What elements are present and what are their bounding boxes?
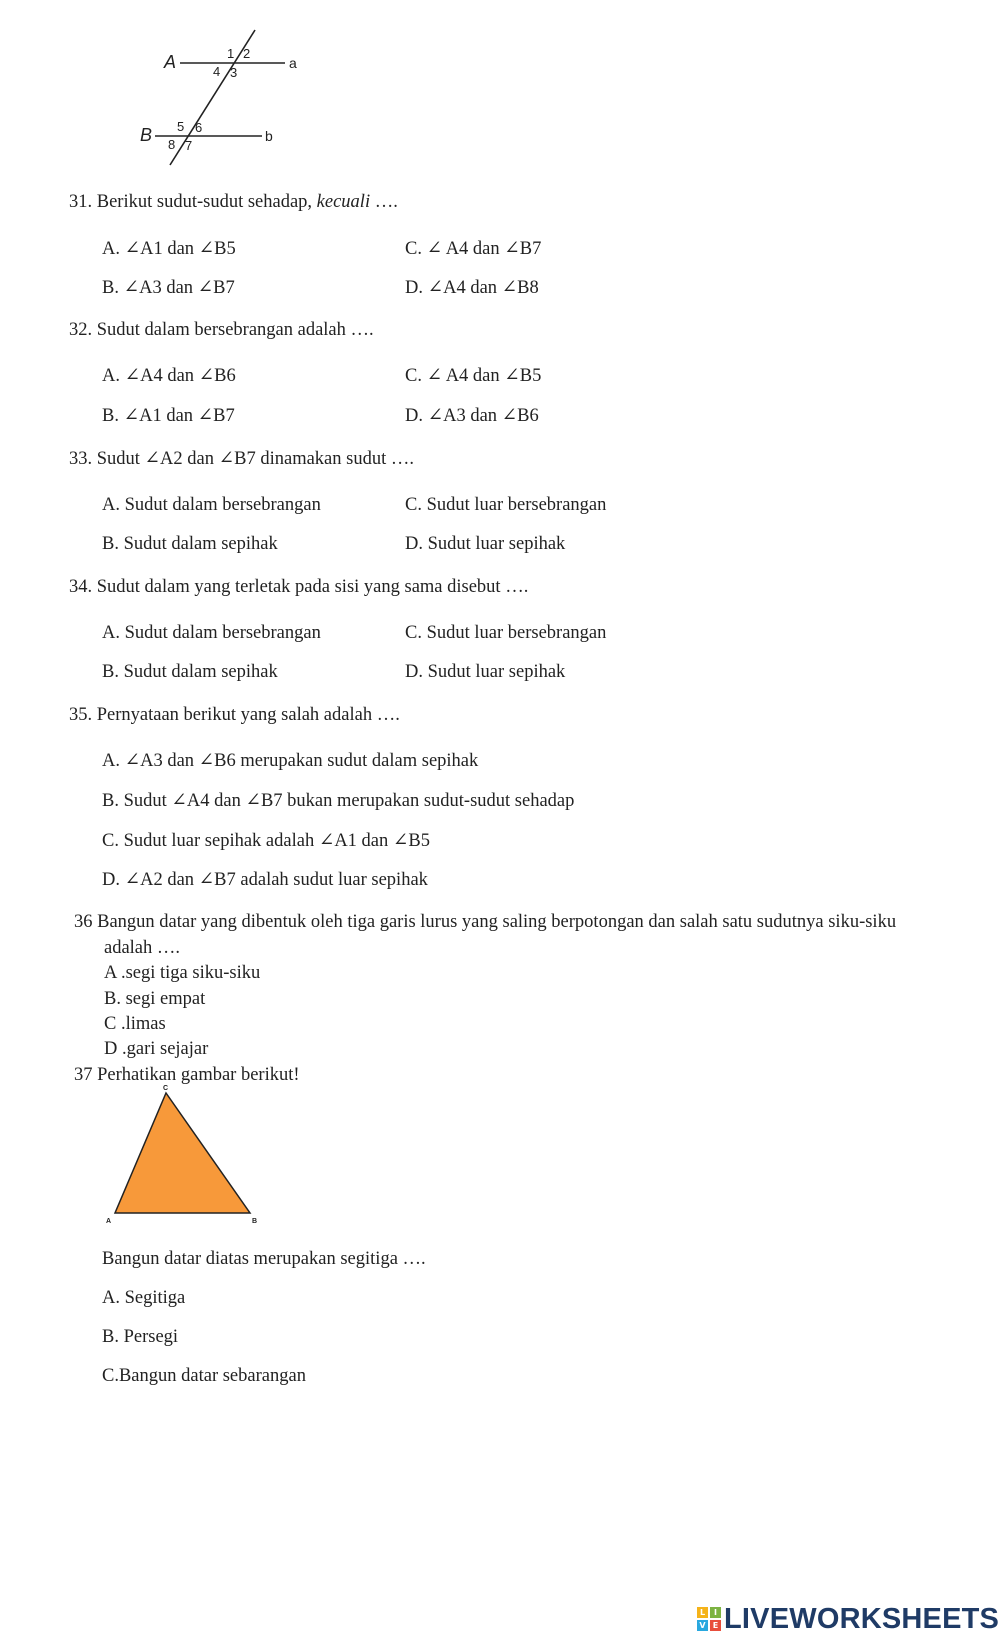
q37-question-text: Bangun datar diatas merupakan segitiga …. bbox=[102, 1249, 426, 1269]
q31-option-a[interactable]: A. ∠A1 dan ∠B5 bbox=[102, 239, 236, 259]
q34-option-c[interactable]: C. Sudut luar bersebrangan bbox=[405, 623, 607, 643]
q37-option-b[interactable]: B. Persegi bbox=[102, 1327, 179, 1347]
angle-label-6: 6 bbox=[195, 120, 203, 135]
question-34-stem: 34. Sudut dalam yang terletak pada sisi yang sama disebut …. bbox=[69, 577, 529, 597]
orange-triangle bbox=[115, 1093, 250, 1213]
q32-option-b[interactable]: B. ∠A1 dan ∠B7 bbox=[102, 406, 235, 426]
q35-option-c[interactable]: C. Sudut luar sepihak adalah ∠A1 dan ∠B5 bbox=[102, 831, 430, 851]
q37-option-a[interactable]: A. Segitiga bbox=[102, 1288, 186, 1308]
question-36-stem-line1: 36 Bangun datar yang dibentuk oleh tiga garis lurus yang saling berpotongan dan salah satu sudutnya siku-siku bbox=[74, 912, 897, 932]
question-37-stem: 37 Perhatikan gambar berikut! bbox=[74, 1065, 300, 1085]
q33-option-a[interactable]: A. Sudut dalam bersebrangan bbox=[102, 495, 321, 515]
logo-block-l: L bbox=[697, 1607, 708, 1618]
q36-option-d[interactable]: D .gari sejajar bbox=[104, 1039, 209, 1059]
logo-block-i: I bbox=[710, 1607, 721, 1618]
q35-option-b[interactable]: B. Sudut ∠A4 dan ∠B7 bukan merupakan sudut-sudut sehadap bbox=[102, 791, 575, 811]
q31-option-d[interactable]: D. ∠A4 dan ∠B8 bbox=[405, 278, 539, 298]
logo-text: LIVEWORKSHEETS bbox=[724, 1602, 1000, 1635]
q31-option-c[interactable]: C. ∠ A4 dan ∠B7 bbox=[405, 239, 542, 259]
q31-stem-text: 31. Berikut sudut-sudut sehadap, bbox=[69, 192, 317, 212]
logo-block-e: E bbox=[710, 1620, 721, 1631]
label-b: b bbox=[265, 128, 273, 144]
q37-option-c[interactable]: C.Bangun datar sebarangan bbox=[102, 1366, 306, 1386]
q31-stem-tail: …. bbox=[370, 192, 398, 212]
triangle-label-C: C bbox=[163, 1085, 169, 1092]
q31-option-b[interactable]: B. ∠A3 dan ∠B7 bbox=[102, 278, 235, 298]
label-a: a bbox=[289, 55, 297, 71]
angle-label-7: 7 bbox=[185, 138, 193, 153]
q35-option-a[interactable]: A. ∠A3 dan ∠B6 merupakan sudut dalam sepihak bbox=[102, 751, 479, 771]
q34-option-a[interactable]: A. Sudut dalam bersebrangan bbox=[102, 623, 321, 643]
question-31-stem bbox=[69, 193, 398, 212]
question-33-stem: 33. Sudut ∠A2 dan ∠B7 dinamakan sudut …. bbox=[69, 449, 414, 469]
q35-option-d[interactable]: D. ∠A2 dan ∠B7 adalah sudut luar sepihak bbox=[102, 870, 428, 890]
parallel-lines-figure bbox=[0, 0, 1000, 180]
q32-option-a[interactable]: A. ∠A4 dan ∠B6 bbox=[102, 366, 236, 386]
angle-label-1: 1 bbox=[227, 46, 235, 61]
question-32-stem: 32. Sudut dalam bersebrangan adalah …. bbox=[69, 320, 374, 340]
triangle-label-A: A bbox=[106, 1218, 112, 1225]
angle-label-8: 8 bbox=[168, 137, 176, 152]
angle-label-3: 3 bbox=[230, 65, 238, 80]
q32-option-c[interactable]: C. ∠ A4 dan ∠B5 bbox=[405, 366, 542, 386]
q33-option-b[interactable]: B. Sudut dalam sepihak bbox=[102, 534, 278, 554]
angle-label-4: 4 bbox=[213, 64, 221, 79]
q36-option-b[interactable]: B. segi empat bbox=[104, 989, 206, 1009]
q32-option-d[interactable]: D. ∠A3 dan ∠B6 bbox=[405, 406, 539, 426]
angle-label-2: 2 bbox=[243, 46, 251, 61]
question-36-stem-line2: adalah …. bbox=[104, 938, 181, 958]
triangle-figure bbox=[0, 1085, 1000, 1235]
question-35-stem: 35. Pernyataan berikut yang salah adalah …. bbox=[69, 705, 400, 725]
liveworksheets-logo bbox=[697, 1602, 1000, 1635]
q33-option-c[interactable]: C. Sudut luar bersebrangan bbox=[405, 495, 607, 515]
label-A: A bbox=[164, 52, 177, 72]
triangle-label-B: B bbox=[252, 1218, 258, 1225]
q34-option-b[interactable]: B. Sudut dalam sepihak bbox=[102, 662, 278, 682]
q36-option-a[interactable]: A .segi tiga siku-siku bbox=[104, 963, 261, 983]
label-B: B bbox=[140, 125, 153, 145]
q31-stem-emphasis: kecuali bbox=[316, 192, 371, 212]
logo-block-v: V bbox=[697, 1620, 708, 1631]
logo-blocks-icon bbox=[697, 1607, 721, 1631]
angle-label-5: 5 bbox=[177, 119, 185, 134]
q36-option-c[interactable]: C .limas bbox=[104, 1014, 166, 1034]
q34-option-d[interactable]: D. Sudut luar sepihak bbox=[405, 662, 566, 682]
q33-option-d[interactable]: D. Sudut luar sepihak bbox=[405, 534, 566, 554]
